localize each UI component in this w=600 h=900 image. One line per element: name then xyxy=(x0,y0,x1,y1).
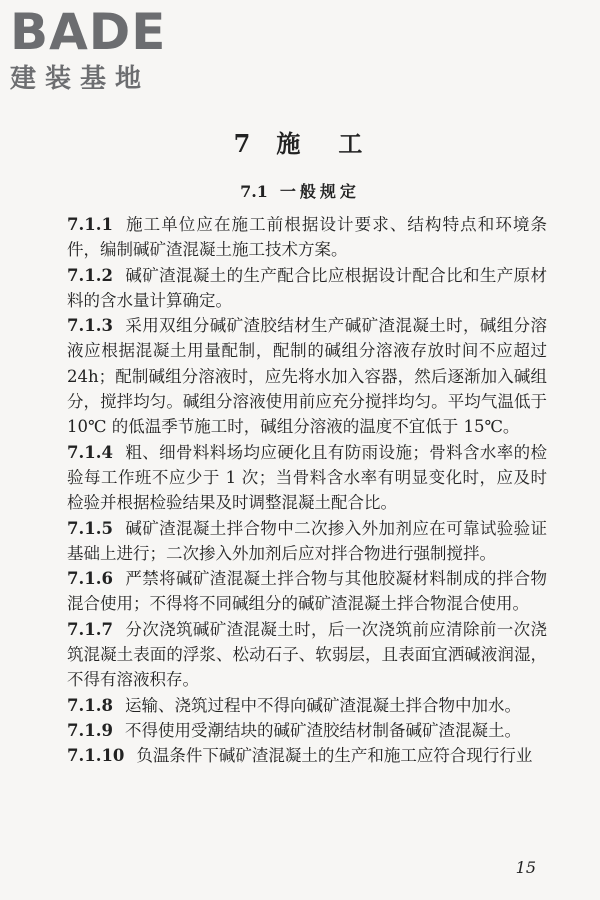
clause-text: 施工单位应在施工前根据设计要求、结构特点和环境条件，编制碱矿渣混凝土施工技术方案。 xyxy=(67,215,547,260)
logo-wordmark: BADE xyxy=(10,3,167,61)
chapter-title-part1: 施 xyxy=(276,129,305,158)
clause-number: 7.1.6 xyxy=(67,569,113,589)
clause-7-1-4 xyxy=(67,440,547,516)
clause-number: 7.1.8 xyxy=(67,695,113,715)
clause-7-1-2 xyxy=(67,263,547,314)
clause-7-1-3 xyxy=(67,313,547,439)
section-title: 一般规定 xyxy=(279,182,360,201)
clause-list xyxy=(67,212,547,769)
clause-7-1-7 xyxy=(67,617,547,693)
section-heading xyxy=(0,179,600,202)
clause-text: 分次浇筑碱矿渣混凝土时，后一次浇筑前应清除前一次浇筑混凝土表面的浮浆、松动石子、软弱层，且表面宜洒碱液润湿，不得有溶液积存。 xyxy=(67,619,547,690)
section-number: 7.1 xyxy=(240,182,268,201)
clause-text: 不得使用受潮结块的碱矿渣胶结材制备碱矿渣混凝土。 xyxy=(124,720,521,740)
clause-number: 7.1.10 xyxy=(67,746,125,766)
clause-text: 运输、浇筑过程中不得向碱矿渣混凝土拌合物中加水。 xyxy=(124,695,521,715)
clause-text: 碱矿渣混凝土的生产配合比应根据设计配合比和生产原材料的含水量计算确定。 xyxy=(67,265,547,310)
clause-7-1-8 xyxy=(67,693,547,718)
logo-subtitle: 建装基地 xyxy=(10,64,151,94)
clause-text: 严禁将碱矿渣混凝土拌合物与其他胶凝材料制成的拌合物混合使用；不得将不同碱组分的碱矿渣混凝土拌合物混合使用。 xyxy=(67,569,547,614)
clause-number: 7.1.1 xyxy=(67,215,113,234)
clause-text: 粗、细骨料料场均应硬化且有防雨设施；骨料含水率的检验每工作班不应少于 1 次；当骨料含水率有明显变化时，应及时检验并根据检验结果及时调整混凝土配合比。 xyxy=(67,442,547,513)
clause-7-1-5 xyxy=(67,516,547,567)
clause-text: 负温条件下碱矿渣混凝土的生产和施工应符合现行行业 xyxy=(136,746,533,766)
chapter-title-part2: 工 xyxy=(338,129,367,158)
clause-text: 采用双组分碱矿渣胶结材生产碱矿渣混凝土时，碱组分溶液应根据混凝土用量配制，配制的碱组分溶液存放时间不应超过 24h；配制碱组分溶液时，应先将水加入容器，然后逐渐加入碱组分，搅拌均匀。碱组分溶液使用前应充分搅拌均匀。平均气温低于 10℃ 的低温季节施工时，碱组分溶液的温度不宜低于 15℃。 xyxy=(67,316,547,437)
clause-7-1-10 xyxy=(67,743,547,768)
clause-number: 7.1.3 xyxy=(67,316,113,336)
clause-number: 7.1.2 xyxy=(67,265,113,285)
clause-number: 7.1.4 xyxy=(67,442,113,462)
clause-7-1-1 xyxy=(67,212,547,263)
page-number: 15 xyxy=(515,858,536,877)
clause-7-1-6 xyxy=(67,566,547,617)
chapter-number: 7 xyxy=(233,129,255,158)
clause-7-1-9 xyxy=(67,718,547,743)
clause-number: 7.1.9 xyxy=(67,720,113,740)
clause-text: 碱矿渣混凝土拌合物中二次掺入外加剂应在可靠试验验证基础上进行；二次掺入外加剂后应对拌合物进行强制搅拌。 xyxy=(67,518,547,563)
clause-number: 7.1.7 xyxy=(67,619,113,639)
clause-number: 7.1.5 xyxy=(67,518,113,538)
bade-logo xyxy=(10,3,167,94)
chapter-heading xyxy=(0,124,600,159)
